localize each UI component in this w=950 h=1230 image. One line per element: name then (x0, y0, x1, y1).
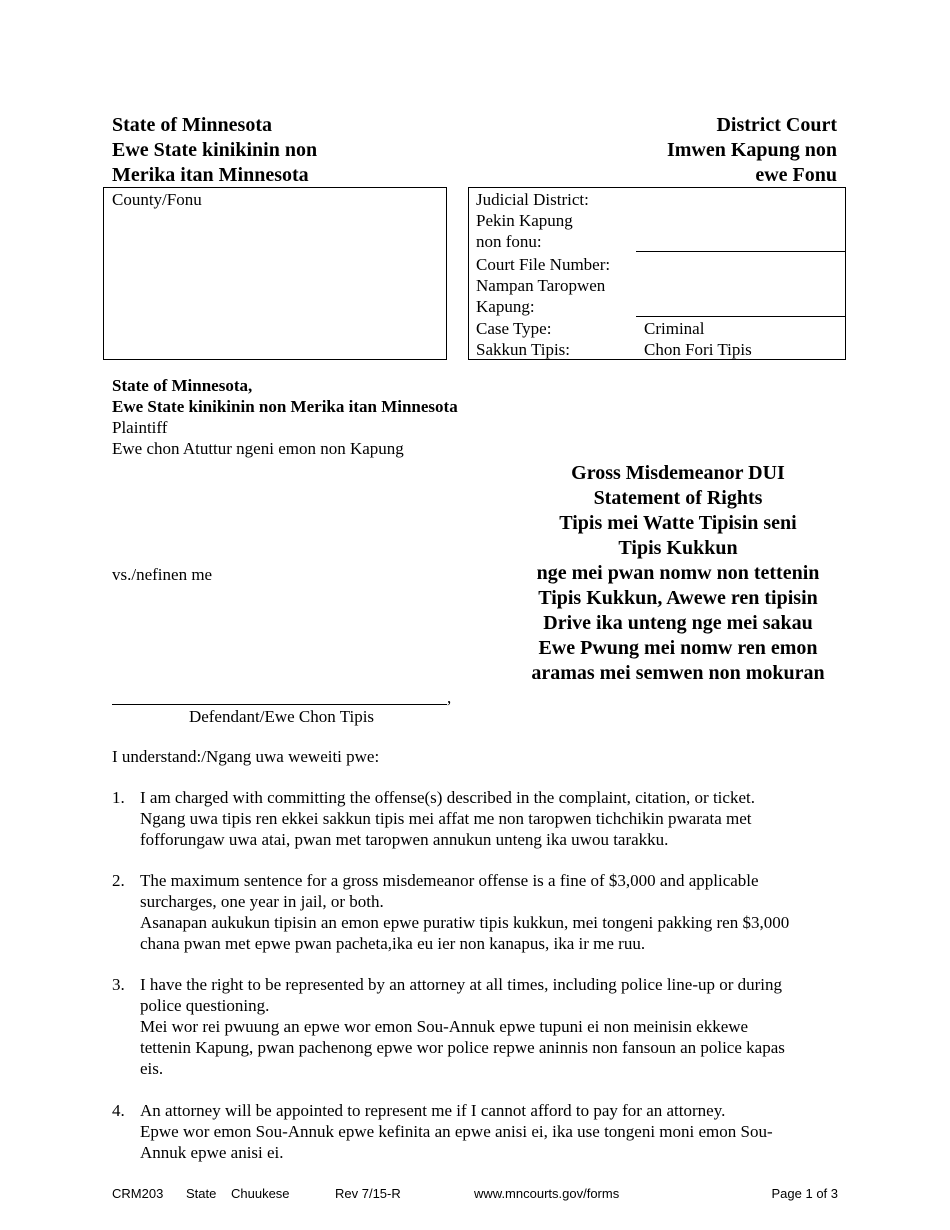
state-header-line: Ewe State kinikinin non (112, 139, 318, 161)
title-line: Statement of Rights (593, 487, 763, 509)
title-line: Ewe Pwung mei nomw ren emon (538, 637, 818, 659)
case-info-box (468, 187, 846, 360)
field-underline (636, 316, 845, 317)
item-line: Epwe wor emon Sou-Annuk epwe kefinita an epwe anisi ei, ika use tongeni moni emon Sou- (140, 1122, 773, 1141)
item-number: 4. (112, 1101, 125, 1120)
court-header (560, 113, 837, 188)
item-line: surcharges, one year in jail, or both. (140, 892, 384, 911)
item-line: An attorney will be appointed to represent me if I cannot afford to pay for an attorney. (140, 1101, 726, 1120)
title-line: Tipis Kukkun, Awewe ren tipisin (538, 587, 818, 609)
title-line: nge mei pwan nomw non tettenin (536, 562, 820, 584)
state-header-line: Merika itan Minnesota (112, 164, 309, 186)
footer-url: www.mncourts.gov/forms (474, 1186, 620, 1201)
intro-statement: I understand:/Ngang uwa weweiti pwe: (112, 747, 380, 766)
plaintiff-role (112, 417, 404, 459)
county-label: County/Fonu (112, 190, 202, 209)
court-header-line: District Court (716, 114, 837, 136)
case-type-value (644, 318, 752, 360)
list-item (112, 974, 852, 1079)
title-line: Drive ika unteng nge mei sakau (543, 612, 813, 634)
plaintiff-line: State of Minnesota, (112, 376, 253, 395)
county-box[interactable] (103, 187, 447, 360)
list-item (112, 870, 852, 954)
document-title (500, 461, 856, 686)
list-item (112, 787, 852, 850)
item-text (140, 1100, 852, 1163)
item-line: I am charged with committing the offense(s) described in the complaint, citation, or ticket. (140, 788, 755, 807)
label-line: Judicial District: (476, 190, 589, 209)
footer-form-id: CRM203 (112, 1186, 164, 1201)
item-line: chana pwan met epwe pwan pacheta,ika eu ier non kanapus, ika ir me ruu. (140, 934, 646, 953)
plaintiff-name (112, 375, 458, 417)
plaintiff-line: Ewe State kinikinin non Merika itan Minnesota (112, 397, 458, 416)
list-item (112, 1100, 852, 1163)
court-header-line: ewe Fonu (755, 164, 837, 186)
label-line: non fonu: (476, 232, 542, 251)
footer-revision: Rev 7/15-R (335, 1186, 401, 1201)
footer-language: Chuukese (231, 1186, 290, 1201)
footer-jurisdiction: State (186, 1186, 217, 1201)
state-header-line: State of Minnesota (112, 114, 272, 136)
label-line: Kapung: (476, 297, 535, 316)
item-line: Ngang uwa tipis ren ekkei sakkun tipis mei affat me non taropwen tichchikin pwarata met (140, 809, 752, 828)
state-header (112, 113, 317, 188)
footer-page-number: Page 1 of 3 (771, 1186, 838, 1201)
item-line: police questioning. (140, 996, 270, 1015)
label-line: Sakkun Tipis: (476, 340, 571, 359)
defendant-comma: , (447, 688, 452, 707)
item-number: 2. (112, 871, 125, 890)
judicial-district-label (476, 189, 589, 252)
item-line: Mei wor rei pwuung an epwe wor emon Sou-Annuk epwe tupuni ei non meinisin ekkewe (140, 1017, 749, 1036)
value-line: Chon Fori Tipis (644, 340, 752, 359)
defendant-name-field[interactable] (112, 686, 447, 704)
item-line: Asanapan aukukun tipisin an emon epwe puratiw tipis kukkun, mei tongeni pakking ren $3,000 (140, 913, 790, 932)
item-line: fofforungaw uwa atai, pwan met taropwen annukun unteng ika uwou tarakku. (140, 830, 669, 849)
item-text (140, 870, 852, 954)
role-line: Ewe chon Atuttur ngeni emon non Kapung (112, 439, 404, 458)
court-file-number-label (476, 254, 610, 317)
item-number: 3. (112, 975, 125, 994)
title-line: Gross Misdemeanor DUI (571, 462, 785, 484)
judicial-district-field[interactable] (636, 188, 845, 251)
court-file-number-field[interactable] (636, 252, 845, 316)
case-type-label (476, 318, 570, 360)
title-line: aramas mei semwen non mokuran (531, 662, 825, 684)
item-line: Annuk epwe anisi ei. (140, 1143, 284, 1162)
court-header-line: Imwen Kapung non (666, 139, 837, 161)
item-line: eis. (140, 1059, 164, 1078)
item-line: tettenin Kapung, pwan pachenong epwe wor police repwe aninnis non fansoun an police kapas (140, 1038, 785, 1057)
role-line: Plaintiff (112, 418, 168, 437)
label-line: Nampan Taropwen (476, 276, 606, 295)
value-line: Criminal (644, 319, 705, 338)
title-line: Tipis mei Watte Tipisin seni (559, 512, 797, 534)
label-line: Court File Number: (476, 255, 611, 274)
item-text (140, 787, 852, 850)
defendant-underline (112, 704, 447, 705)
label-line: Pekin Kapung (476, 211, 573, 230)
item-line: The maximum sentence for a gross misdemeanor offense is a fine of $3,000 and applicable (140, 871, 759, 890)
defendant-label: Defendant/Ewe Chon Tipis (188, 707, 375, 726)
title-line: Tipis Kukkun (618, 537, 738, 559)
item-text (140, 974, 852, 1079)
item-number: 1. (112, 788, 125, 807)
label-line: Case Type: (476, 319, 552, 338)
item-line: I have the right to be represented by an attorney at all times, including police line-up or during (140, 975, 783, 994)
versus-label: vs./nefinen me (112, 565, 213, 584)
